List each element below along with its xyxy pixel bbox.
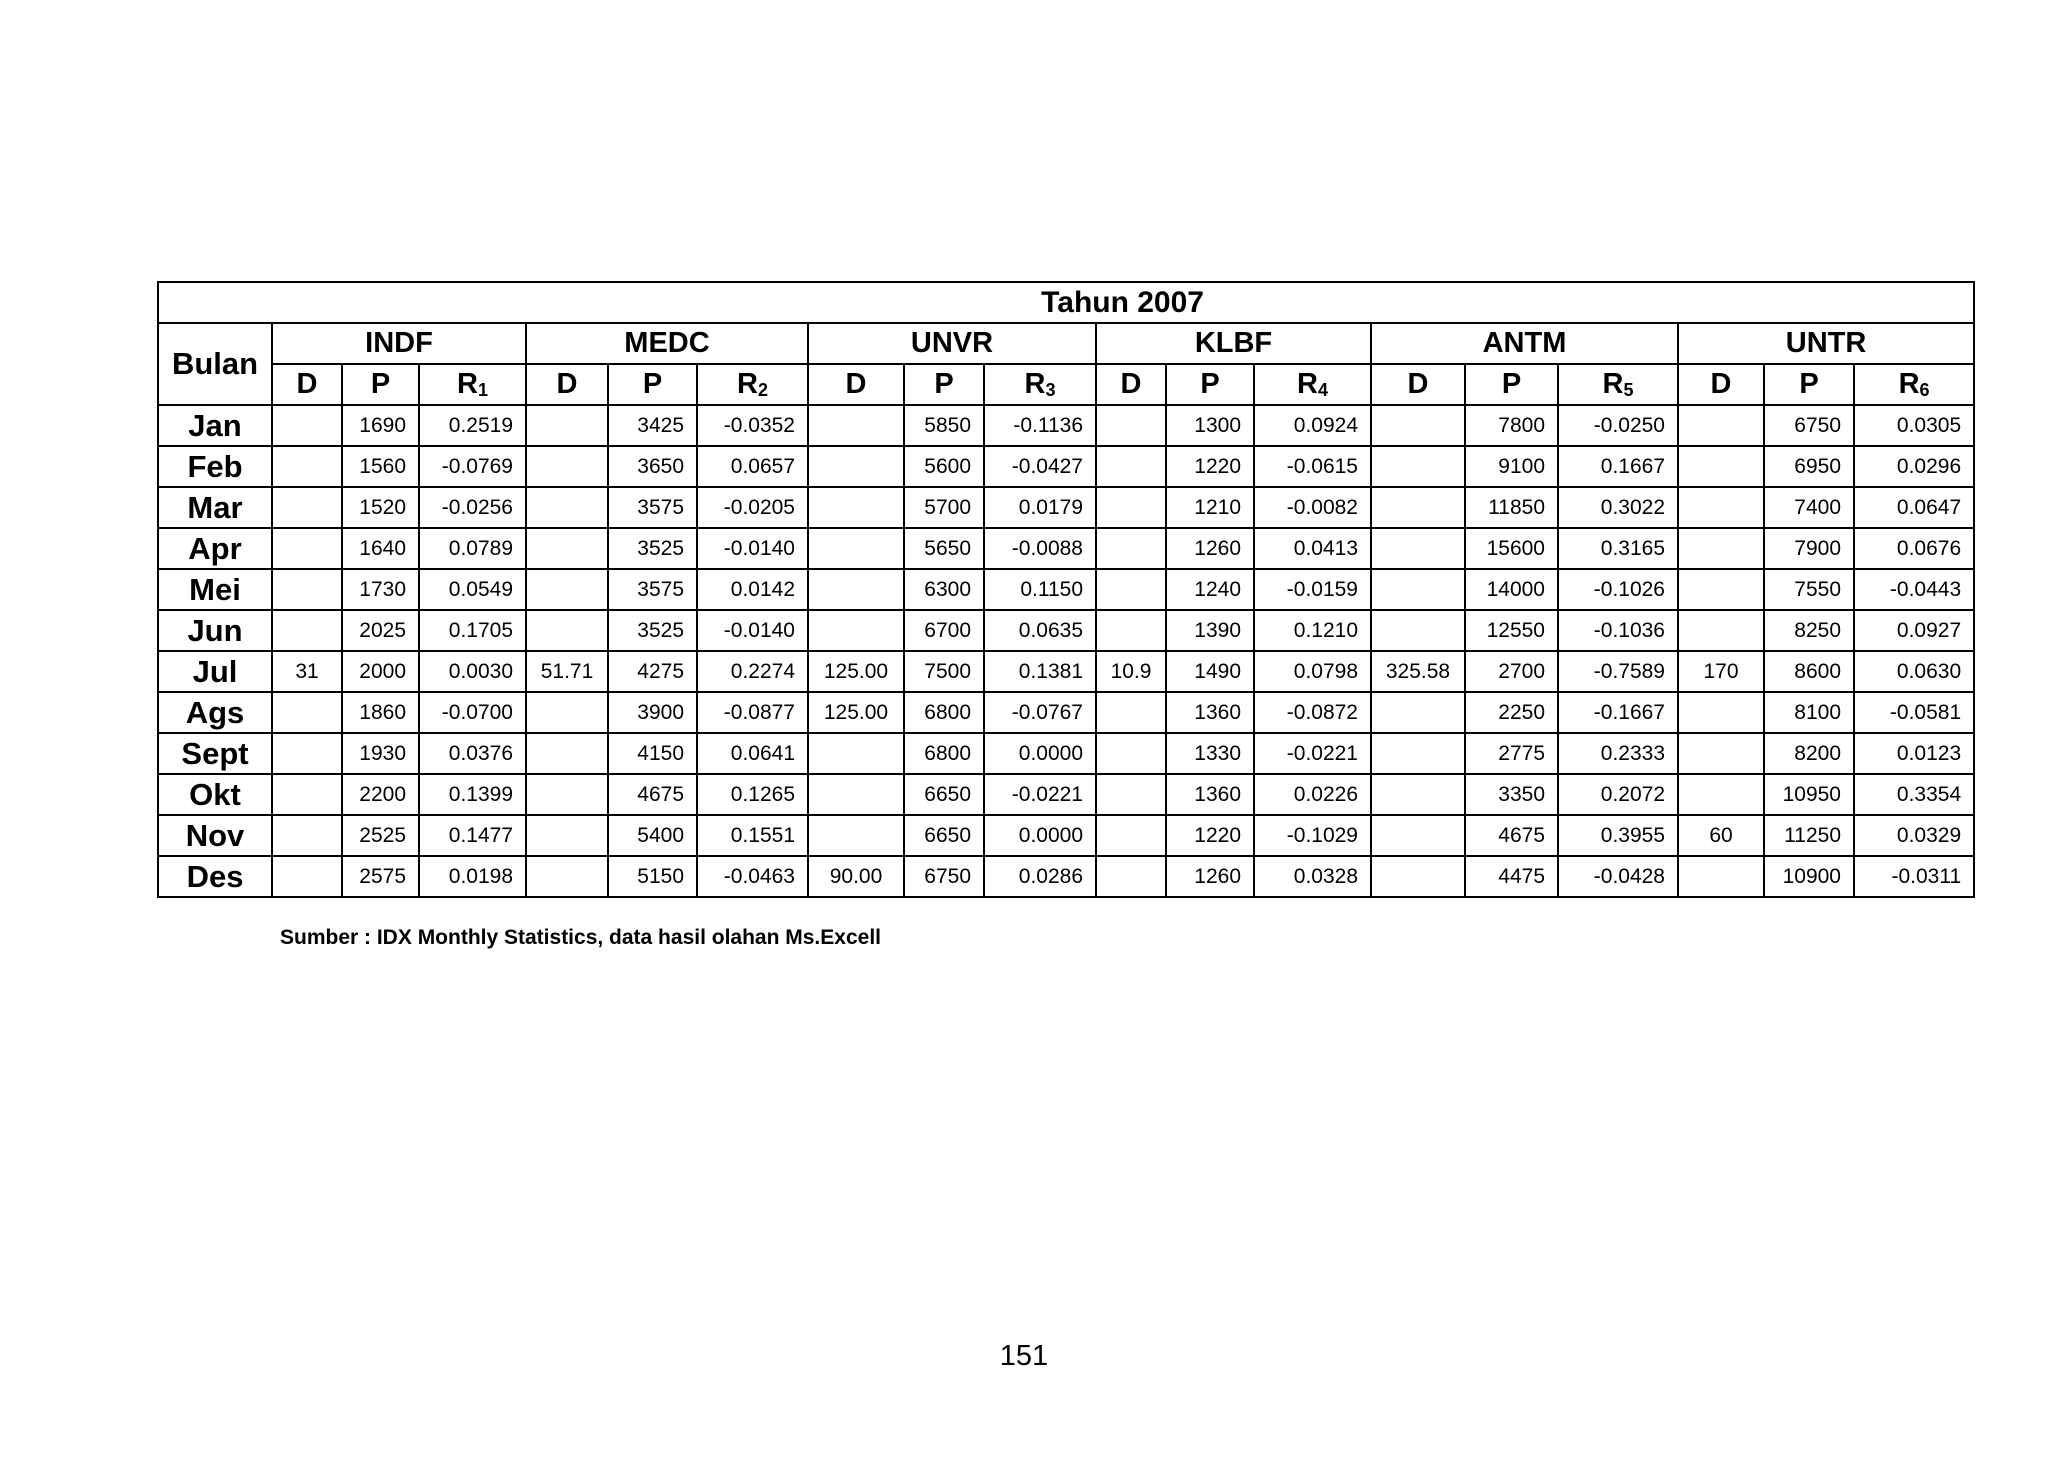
price-cell: 1300 (1166, 405, 1254, 446)
return-subscript: 1 (477, 380, 488, 400)
price-cell: 1930 (342, 733, 419, 774)
subheader-p-unvr: P (904, 364, 984, 405)
dividend-cell (272, 692, 342, 733)
return-cell: -0.1029 (1254, 815, 1371, 856)
return-cell: -0.0205 (697, 487, 808, 528)
column-header-bulan: Bulan (158, 323, 272, 405)
month-cell: Jul (158, 651, 272, 692)
return-cell: -0.0615 (1254, 446, 1371, 487)
price-cell: 1690 (342, 405, 419, 446)
dividend-cell (272, 610, 342, 651)
return-cell: -0.0443 (1854, 569, 1974, 610)
stock-header-untr: UNTR (1678, 323, 1974, 364)
month-cell: Feb (158, 446, 272, 487)
return-cell: 0.1265 (697, 774, 808, 815)
dividend-cell (272, 446, 342, 487)
dividend-cell: 125.00 (808, 651, 904, 692)
dividend-cell (272, 856, 342, 897)
price-cell: 6750 (904, 856, 984, 897)
price-cell: 3425 (608, 405, 697, 446)
price-cell: 3575 (608, 569, 697, 610)
price-cell: 1730 (342, 569, 419, 610)
return-cell: 0.0630 (1854, 651, 1974, 692)
return-symbol: R (1024, 368, 1046, 400)
price-cell: 5150 (608, 856, 697, 897)
return-cell: 0.3354 (1854, 774, 1974, 815)
return-cell: 0.0798 (1254, 651, 1371, 692)
price-cell: 2575 (342, 856, 419, 897)
return-cell: -0.0250 (1558, 405, 1678, 446)
dividend-cell (1096, 733, 1166, 774)
subheader-d-unvr: D (808, 364, 904, 405)
price-cell: 7550 (1764, 569, 1854, 610)
price-cell: 3525 (608, 528, 697, 569)
subheader-r-untr (1854, 364, 1974, 405)
price-cell: 14000 (1465, 569, 1558, 610)
dividend-cell (1371, 528, 1465, 569)
dividend-cell (1678, 446, 1764, 487)
dividend-cell (526, 528, 608, 569)
return-symbol: R (737, 368, 758, 400)
dividend-cell (808, 610, 904, 651)
table-row (158, 733, 1974, 774)
subheader-p-medc: P (608, 364, 697, 405)
price-cell: 7500 (904, 651, 984, 692)
return-cell: 0.2072 (1558, 774, 1678, 815)
subheader-d-medc: D (526, 364, 608, 405)
price-cell: 2700 (1465, 651, 1558, 692)
price-cell: 10900 (1764, 856, 1854, 897)
price-cell: 6700 (904, 610, 984, 651)
dividend-cell (272, 569, 342, 610)
dividend-cell (1371, 815, 1465, 856)
return-cell: -0.0872 (1254, 692, 1371, 733)
month-cell: Sept (158, 733, 272, 774)
price-cell: 2525 (342, 815, 419, 856)
price-cell: 3525 (608, 610, 697, 651)
table-row (158, 856, 1974, 897)
price-cell: 7400 (1764, 487, 1854, 528)
dividend-cell (808, 405, 904, 446)
price-cell: 1390 (1166, 610, 1254, 651)
table-row (158, 405, 1974, 446)
dividend-cell (1678, 856, 1764, 897)
price-cell: 1210 (1166, 487, 1254, 528)
return-cell: -0.0877 (697, 692, 808, 733)
return-subscript: 3 (1045, 380, 1056, 400)
dividend-cell (1096, 528, 1166, 569)
return-cell: -0.1667 (1558, 692, 1678, 733)
price-cell: 3575 (608, 487, 697, 528)
price-cell: 2250 (1465, 692, 1558, 733)
return-cell: 0.3165 (1558, 528, 1678, 569)
price-cell: 2025 (342, 610, 419, 651)
return-cell: -0.0082 (1254, 487, 1371, 528)
subheader-p-antm: P (1465, 364, 1558, 405)
dividend-cell (272, 528, 342, 569)
price-cell: 4675 (1465, 815, 1558, 856)
price-cell: 1220 (1166, 815, 1254, 856)
month-cell: Mar (158, 487, 272, 528)
return-cell: 0.1150 (984, 569, 1096, 610)
dividend-cell: 125.00 (808, 692, 904, 733)
month-cell: Mei (158, 569, 272, 610)
price-cell: 6950 (1764, 446, 1854, 487)
dividend-cell (808, 815, 904, 856)
return-cell: 0.0296 (1854, 446, 1974, 487)
dividend-cell (1096, 610, 1166, 651)
subheader-d-antm: D (1371, 364, 1465, 405)
subheader-r-unvr (984, 364, 1096, 405)
return-cell: 0.3955 (1558, 815, 1678, 856)
return-cell: 0.0000 (984, 733, 1096, 774)
dividend-cell (272, 405, 342, 446)
return-cell: 0.0635 (984, 610, 1096, 651)
return-cell: 0.0198 (419, 856, 526, 897)
subheader-d-klbf: D (1096, 364, 1166, 405)
subheader-r-indf (419, 364, 526, 405)
dividend-cell (808, 774, 904, 815)
returns-table (157, 281, 1975, 898)
return-cell: -0.0311 (1854, 856, 1974, 897)
return-cell: 0.0000 (984, 815, 1096, 856)
dividend-cell: 10.9 (1096, 651, 1166, 692)
stock-header-indf: INDF (272, 323, 526, 364)
price-cell: 1520 (342, 487, 419, 528)
return-cell: -0.0463 (697, 856, 808, 897)
dividend-cell (272, 733, 342, 774)
price-cell: 1360 (1166, 692, 1254, 733)
header-corner (158, 282, 272, 323)
return-cell: 0.0123 (1854, 733, 1974, 774)
dividend-cell (526, 569, 608, 610)
dividend-cell (1096, 446, 1166, 487)
return-cell: 0.1667 (1558, 446, 1678, 487)
return-cell: 0.0329 (1854, 815, 1974, 856)
price-cell: 4475 (1465, 856, 1558, 897)
return-cell: 0.0657 (697, 446, 808, 487)
return-cell: 0.2519 (419, 405, 526, 446)
return-cell: 0.1705 (419, 610, 526, 651)
price-cell: 1330 (1166, 733, 1254, 774)
return-subscript: 4 (1317, 380, 1328, 400)
table-row (158, 692, 1974, 733)
price-cell: 8600 (1764, 651, 1854, 692)
price-cell: 8250 (1764, 610, 1854, 651)
price-cell: 6650 (904, 815, 984, 856)
return-cell: -0.0256 (419, 487, 526, 528)
return-cell: 0.2333 (1558, 733, 1678, 774)
return-cell: 0.1551 (697, 815, 808, 856)
dividend-cell: 60 (1678, 815, 1764, 856)
dividend-cell (272, 774, 342, 815)
return-cell: -0.0769 (419, 446, 526, 487)
return-cell: 0.3022 (1558, 487, 1678, 528)
month-cell: Des (158, 856, 272, 897)
price-cell: 5650 (904, 528, 984, 569)
price-cell: 8200 (1764, 733, 1854, 774)
dividend-cell (1678, 405, 1764, 446)
dividend-cell (1371, 569, 1465, 610)
dividend-cell (1371, 856, 1465, 897)
dividend-cell (1096, 856, 1166, 897)
price-cell: 3900 (608, 692, 697, 733)
return-cell: 0.0142 (697, 569, 808, 610)
return-cell: 0.0328 (1254, 856, 1371, 897)
price-cell: 9100 (1465, 446, 1558, 487)
stock-header-klbf: KLBF (1096, 323, 1371, 364)
return-cell: -0.1136 (984, 405, 1096, 446)
subheader-p-untr: P (1764, 364, 1854, 405)
return-cell: -0.0221 (1254, 733, 1371, 774)
dividend-cell (526, 487, 608, 528)
price-cell: 6800 (904, 692, 984, 733)
price-cell: 1560 (342, 446, 419, 487)
price-cell: 8100 (1764, 692, 1854, 733)
price-cell: 3650 (608, 446, 697, 487)
return-cell: -0.0159 (1254, 569, 1371, 610)
dividend-cell (1678, 528, 1764, 569)
year-title: Tahun 2007 (272, 282, 1974, 323)
return-cell: 0.0676 (1854, 528, 1974, 569)
return-cell: -0.0581 (1854, 692, 1974, 733)
return-cell: 0.0549 (419, 569, 526, 610)
dividend-cell (1678, 610, 1764, 651)
return-cell: -0.0221 (984, 774, 1096, 815)
price-cell: 3350 (1465, 774, 1558, 815)
dividend-cell (526, 446, 608, 487)
return-cell: 0.0647 (1854, 487, 1974, 528)
table-row (158, 487, 1974, 528)
return-cell: -0.7589 (1558, 651, 1678, 692)
subheader-d-untr: D (1678, 364, 1764, 405)
dividend-cell (1678, 774, 1764, 815)
price-cell: 12550 (1465, 610, 1558, 651)
return-cell: 0.0413 (1254, 528, 1371, 569)
return-cell: 0.1477 (419, 815, 526, 856)
return-cell: 0.0305 (1854, 405, 1974, 446)
price-cell: 1260 (1166, 528, 1254, 569)
subheader-r-klbf (1254, 364, 1371, 405)
dividend-cell (808, 569, 904, 610)
dividend-cell (1371, 774, 1465, 815)
price-cell: 1260 (1166, 856, 1254, 897)
return-cell: 0.0179 (984, 487, 1096, 528)
dividend-cell (1371, 610, 1465, 651)
price-cell: 5400 (608, 815, 697, 856)
table-row (158, 569, 1974, 610)
return-subscript: 2 (757, 380, 768, 400)
price-cell: 5700 (904, 487, 984, 528)
dividend-cell: 90.00 (808, 856, 904, 897)
return-cell: -0.0088 (984, 528, 1096, 569)
dividend-cell (808, 733, 904, 774)
month-cell: Ags (158, 692, 272, 733)
return-cell: 0.1399 (419, 774, 526, 815)
return-cell: 0.0030 (419, 651, 526, 692)
return-cell: 0.0789 (419, 528, 526, 569)
price-cell: 10950 (1764, 774, 1854, 815)
price-cell: 1360 (1166, 774, 1254, 815)
return-cell: -0.0700 (419, 692, 526, 733)
dividend-cell (1371, 446, 1465, 487)
return-cell: -0.0140 (697, 528, 808, 569)
dividend-cell (1096, 405, 1166, 446)
price-cell: 11250 (1764, 815, 1854, 856)
dividend-cell (1096, 692, 1166, 733)
return-subscript: 6 (1919, 380, 1930, 400)
dividend-cell (1096, 815, 1166, 856)
table-row (158, 651, 1974, 692)
price-cell: 6300 (904, 569, 984, 610)
page-number: 151 (999, 1340, 1049, 1372)
return-symbol: R (1602, 368, 1624, 400)
month-cell: Apr (158, 528, 272, 569)
return-cell: 0.2274 (697, 651, 808, 692)
dividend-cell (1678, 733, 1764, 774)
dividend-cell (808, 446, 904, 487)
table-row (158, 610, 1974, 651)
dividend-cell (272, 487, 342, 528)
return-cell: 0.0924 (1254, 405, 1371, 446)
price-cell: 11850 (1465, 487, 1558, 528)
price-cell: 15600 (1465, 528, 1558, 569)
subheader-r-medc (697, 364, 808, 405)
price-cell: 4675 (608, 774, 697, 815)
table-row (158, 815, 1974, 856)
dividend-cell (526, 774, 608, 815)
dividend-cell (1371, 733, 1465, 774)
stock-header-antm: ANTM (1371, 323, 1678, 364)
price-cell: 1640 (342, 528, 419, 569)
dividend-cell (526, 692, 608, 733)
month-cell: Jan (158, 405, 272, 446)
price-cell: 6650 (904, 774, 984, 815)
subheader-r-antm (1558, 364, 1678, 405)
price-cell: 4275 (608, 651, 697, 692)
return-cell: -0.0427 (984, 446, 1096, 487)
dividend-cell (808, 487, 904, 528)
return-cell: -0.0140 (697, 610, 808, 651)
dividend-cell (526, 405, 608, 446)
return-subscript: 5 (1623, 380, 1634, 400)
return-symbol: R (457, 368, 478, 400)
return-symbol: R (1898, 368, 1920, 400)
dividend-cell (526, 610, 608, 651)
dividend-cell (1678, 692, 1764, 733)
source-note: Sumber : IDX Monthly Statistics, data hasil olahan Ms.Excell (280, 926, 881, 949)
price-cell: 1240 (1166, 569, 1254, 610)
subheader-p-indf: P (342, 364, 419, 405)
price-cell: 5850 (904, 405, 984, 446)
return-cell: 0.0641 (697, 733, 808, 774)
dividend-cell (1678, 487, 1764, 528)
stock-header-unvr: UNVR (808, 323, 1096, 364)
return-cell: 0.0376 (419, 733, 526, 774)
price-cell: 1490 (1166, 651, 1254, 692)
table-row (158, 446, 1974, 487)
dividend-cell (1096, 774, 1166, 815)
price-cell: 7800 (1465, 405, 1558, 446)
dividend-cell (1371, 487, 1465, 528)
dividend-cell (526, 733, 608, 774)
return-cell: -0.0428 (1558, 856, 1678, 897)
dividend-cell: 170 (1678, 651, 1764, 692)
return-cell: 0.1381 (984, 651, 1096, 692)
return-cell: -0.0767 (984, 692, 1096, 733)
return-symbol: R (1297, 368, 1318, 400)
price-cell: 6800 (904, 733, 984, 774)
table-row (158, 528, 1974, 569)
price-cell: 1220 (1166, 446, 1254, 487)
dividend-cell (1096, 569, 1166, 610)
price-cell: 5600 (904, 446, 984, 487)
subheader-p-klbf: P (1166, 364, 1254, 405)
dividend-cell: 51.71 (526, 651, 608, 692)
price-cell: 4150 (608, 733, 697, 774)
dividend-cell (1371, 405, 1465, 446)
subheader-d-indf: D (272, 364, 342, 405)
dividend-cell (526, 856, 608, 897)
dividend-cell (808, 528, 904, 569)
month-cell: Jun (158, 610, 272, 651)
price-cell: 1860 (342, 692, 419, 733)
price-cell: 2200 (342, 774, 419, 815)
price-cell: 7900 (1764, 528, 1854, 569)
stock-header-medc: MEDC (526, 323, 808, 364)
return-cell: -0.0352 (697, 405, 808, 446)
dividend-cell: 325.58 (1371, 651, 1465, 692)
dividend-cell (272, 815, 342, 856)
dividend-cell: 31 (272, 651, 342, 692)
return-cell: -0.1026 (1558, 569, 1678, 610)
dividend-cell (526, 815, 608, 856)
dividend-cell (1096, 487, 1166, 528)
dividend-cell (1371, 692, 1465, 733)
month-cell: Nov (158, 815, 272, 856)
month-cell: Okt (158, 774, 272, 815)
return-cell: 0.0286 (984, 856, 1096, 897)
return-cell: -0.1036 (1558, 610, 1678, 651)
price-cell: 2000 (342, 651, 419, 692)
dividend-cell (1678, 569, 1764, 610)
return-cell: 0.1210 (1254, 610, 1371, 651)
return-cell: 0.0927 (1854, 610, 1974, 651)
table-row (158, 774, 1974, 815)
price-cell: 2775 (1465, 733, 1558, 774)
price-cell: 6750 (1764, 405, 1854, 446)
return-cell: 0.0226 (1254, 774, 1371, 815)
